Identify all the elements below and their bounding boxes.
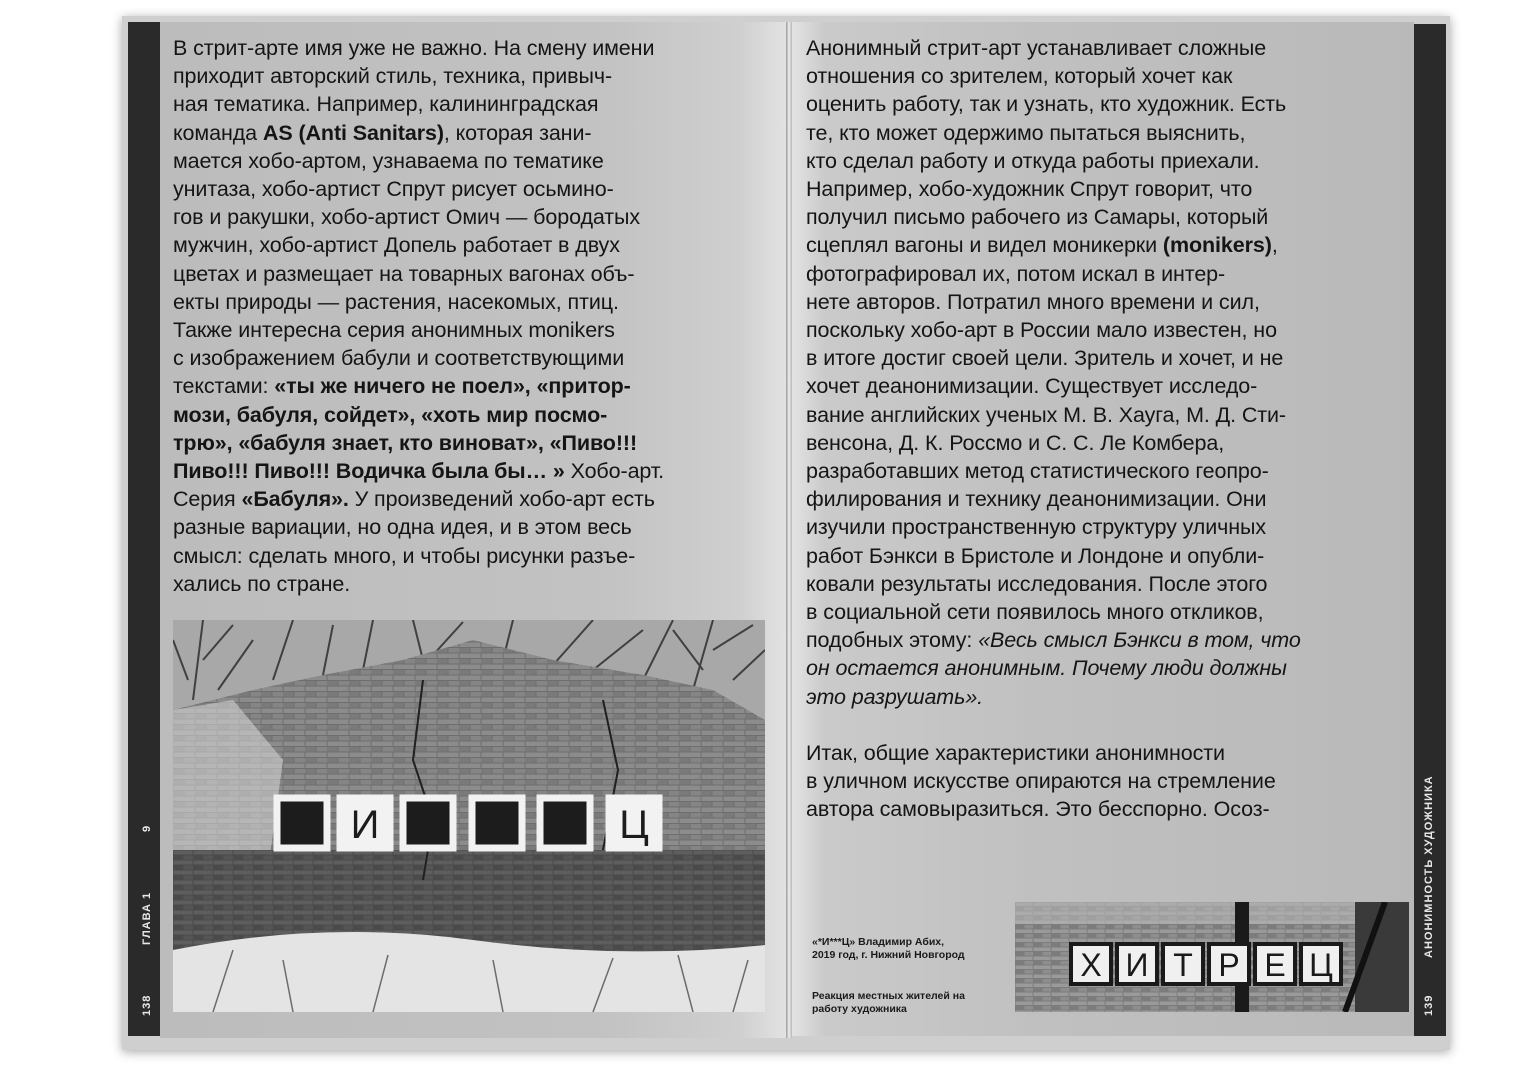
bold-text: «Бабуля». <box>241 487 349 512</box>
text-run: в социальной сети появилось много откликов, <box>806 600 1264 625</box>
text-run: в итоге достиг своей цели. Зритель и хочет, и не <box>806 346 1284 371</box>
text-run: автора самовыразиться. Это бесспорно. Осоз- <box>806 797 1270 822</box>
text-run: хались по стране. <box>173 571 351 596</box>
left-paragraph-line <box>173 316 773 344</box>
right-paragraph-1-line <box>806 654 1406 682</box>
text-run: Серия <box>173 487 242 512</box>
right-paragraph-1-line <box>806 570 1406 598</box>
photo-caption <box>812 936 965 962</box>
bold-text: AS (Anti Sanitars) <box>262 120 444 145</box>
photo-letter: Ц <box>1309 947 1333 983</box>
text-run: цветах и размещает на товарных вагонах объ- <box>173 261 635 286</box>
right-paragraph-1-line <box>806 260 1406 288</box>
text-run: изучили пространственную структуру уличных <box>806 515 1267 540</box>
left-paragraph-line <box>173 542 773 570</box>
photo-caption-reaction <box>812 990 965 1016</box>
text-run: Хобо-арт. <box>564 459 665 484</box>
text-run: сцеплял вагоны и видел моникерки <box>806 233 1163 258</box>
text-run: Итак, общие характеристики анонимности <box>806 741 1225 766</box>
text-run: венсона, Д. К. Россмо и С. С. Ле Комбера, <box>806 430 1225 455</box>
text-run: унитаза, хобо-артист Спрут рисует осьмино- <box>173 177 614 202</box>
left-paragraph-line <box>173 288 773 316</box>
book-gutter <box>786 22 792 1038</box>
text-run: нете авторов. Потратил много времени и сил, <box>806 289 1260 314</box>
right-paragraph-1-line <box>806 513 1406 541</box>
left-paragraph-line <box>173 401 773 429</box>
chapter-number: 9 <box>141 824 153 832</box>
text-run: текстами: <box>173 374 275 399</box>
right-paragraph-1-line <box>806 62 1406 90</box>
bold-text: (monikers) <box>1162 233 1272 258</box>
right-page-number: 139 <box>1423 994 1435 1016</box>
text-run: фотографировал их, потом искал в интер- <box>806 261 1226 286</box>
bold-text: мози, бабуля, сойдет», «хоть мир посмо- <box>173 402 608 427</box>
right-paragraph-1-line <box>806 626 1406 654</box>
text-run: подобных этому: <box>806 628 979 653</box>
left-paragraph-line <box>173 429 773 457</box>
right-paragraph-1-line <box>806 288 1406 316</box>
text-run: Например, хобо-художник Спрут говорит, что <box>806 177 1253 202</box>
left-paragraph-line <box>173 119 773 147</box>
left-paragraph-line <box>173 485 773 513</box>
bold-text: трю», «бабуля знает, кто виноват», «Пиво!!! <box>173 430 637 455</box>
caption-reaction-line-1: Реакция местных жителей на <box>812 990 965 1002</box>
right-paragraph-2-line <box>806 795 1406 823</box>
caption-reaction-line-2: работу художника <box>812 1003 907 1015</box>
left-paragraph-line <box>173 34 773 62</box>
right-paragraph-1-line <box>806 457 1406 485</box>
text-run: в уличном искусстве опираются на стремление <box>806 769 1276 794</box>
bold-text: Пиво!!! Пиво!!! Водичка была бы… » <box>173 459 565 484</box>
right-paragraph-1-line <box>806 119 1406 147</box>
text-run: ковали результаты исследования. После этого <box>806 571 1268 596</box>
bold-text: «ты же ничего не поел», «притор- <box>274 374 631 399</box>
left-paragraph-line <box>173 147 773 175</box>
left-body-text <box>173 34 773 598</box>
left-paragraph-line <box>173 570 773 598</box>
text-run: с изображением бабули и соответствующими <box>173 346 625 371</box>
left-paragraph-line <box>173 260 773 288</box>
text-run: команда <box>173 120 263 145</box>
left-paragraph-line <box>173 513 773 541</box>
right-paragraph-2-line <box>806 739 1406 767</box>
right-body-text <box>806 34 1406 824</box>
text-run: оценить работу, так и узнать, кто художник. Есть <box>806 92 1287 117</box>
text-run: В стрит-арте имя уже не важно. На смену имени <box>173 36 655 60</box>
right-paragraph-1-line <box>806 598 1406 626</box>
right-paragraph-1-line <box>806 344 1406 372</box>
italic-quote: это разрушать». <box>806 684 984 709</box>
text-run: поскольку хобо-арт в России мало известен, но <box>806 318 1277 343</box>
text-run: ная тематика. Например, калининградская <box>173 92 599 117</box>
text-run: смысл: сделать много, и чтобы рисунки разъе- <box>173 543 636 568</box>
caption-line-2: 2019 год, г. Нижний Новгород <box>812 949 965 961</box>
left-paragraph-line <box>173 344 773 372</box>
right-paragraph-1-line <box>806 231 1406 259</box>
text-run: У произведений хобо-арт есть <box>348 487 655 512</box>
right-paragraph-1-line <box>806 485 1406 513</box>
right-paragraph-1-line <box>806 147 1406 175</box>
left-page-number: 138 <box>141 994 153 1016</box>
chapter-label: ГЛАВА 1 <box>141 891 153 945</box>
text-run: екты природы — растения, насекомых, птиц. <box>173 289 619 314</box>
text-run: гов и ракушки, хобо-артист Омич — бородатых <box>173 205 641 230</box>
italic-quote: он остается анонимным. Почему люди должны <box>806 656 1287 681</box>
text-run: разные вариации, но одна идея, и в этом весь <box>173 515 632 540</box>
photo-letter: Р <box>1218 947 1240 983</box>
right-paragraph-1-line <box>806 683 1406 711</box>
left-paragraph-line <box>173 175 773 203</box>
right-paragraph-1-line <box>806 401 1406 429</box>
paragraph-spacer <box>806 711 1406 739</box>
text-run: хочет деанонимизации. Существует исследо- <box>806 374 1258 399</box>
text-run: Также интересна серия анонимных monikers <box>173 318 615 343</box>
right-paragraph-1-line <box>806 542 1406 570</box>
left-paragraph-line <box>173 203 773 231</box>
text-run: Анонимный стрит-арт устанавливает сложные <box>806 36 1267 60</box>
right-paragraph-1-line <box>806 34 1406 62</box>
left-paragraph-line <box>173 372 773 400</box>
right-paragraph-1-line <box>806 316 1406 344</box>
text-run: те, кто может одержимо пытаться выяснить, <box>806 120 1246 145</box>
running-title: АНОНИМНОСТЬ ХУДОЖНИКА <box>1423 775 1435 958</box>
photo-letter-1: И <box>350 803 380 847</box>
right-paragraph-1-line <box>806 429 1406 457</box>
italic-quote: «Весь смысл Бэнкси в том, что <box>978 628 1301 653</box>
text-run: , которая зани- <box>443 120 592 145</box>
caption-line-1: «*И***Ц» Владимир Абих, <box>812 936 945 948</box>
text-run: мужчин, хобо-артист Допель работает в двух <box>173 233 620 258</box>
right-paragraph-1-line <box>806 90 1406 118</box>
photo-letter: Х <box>1080 947 1102 983</box>
photo-letter: И <box>1125 947 1149 983</box>
right-paragraph-1-line <box>806 175 1406 203</box>
text-run: работ Бэнкси в Бристоле и Лондоне и опубли- <box>806 543 1265 568</box>
left-paragraph-line <box>173 231 773 259</box>
text-run: мается хобо-артом, узнаваема по тематике <box>173 148 604 173</box>
left-paragraph-line <box>173 457 773 485</box>
photo-letter: Т <box>1173 947 1193 983</box>
text-run: отношения со зрителем, который хочет как <box>806 64 1233 89</box>
text-run: кто сделал работу и откуда работы приехали. <box>806 148 1260 173</box>
right-paragraph-2-line <box>806 767 1406 795</box>
photo-hitrets-wall <box>1015 902 1409 1012</box>
text-run: филирования и технику деанонимизации. Они <box>806 487 1267 512</box>
text-run: разработавших метод статистического геопро- <box>806 459 1269 484</box>
left-paragraph-line <box>173 90 773 118</box>
photo-letter: Е <box>1264 947 1286 983</box>
right-paragraph-1-line <box>806 372 1406 400</box>
photo-brick-wall-ic <box>173 620 765 1012</box>
left-paragraph-line <box>173 62 773 90</box>
right-paragraph-1-line <box>806 203 1406 231</box>
left-page-edge-band <box>128 22 164 1036</box>
text-run: , <box>1271 233 1278 258</box>
photo-letter-2: Ц <box>619 803 649 847</box>
text-run: получил письмо рабочего из Самары, который <box>806 205 1269 230</box>
text-run: вание английских ученых М. В. Хауга, М. Д. Сти- <box>806 402 1286 427</box>
text-run: приходит авторский стиль, техника, привыч- <box>173 64 613 89</box>
